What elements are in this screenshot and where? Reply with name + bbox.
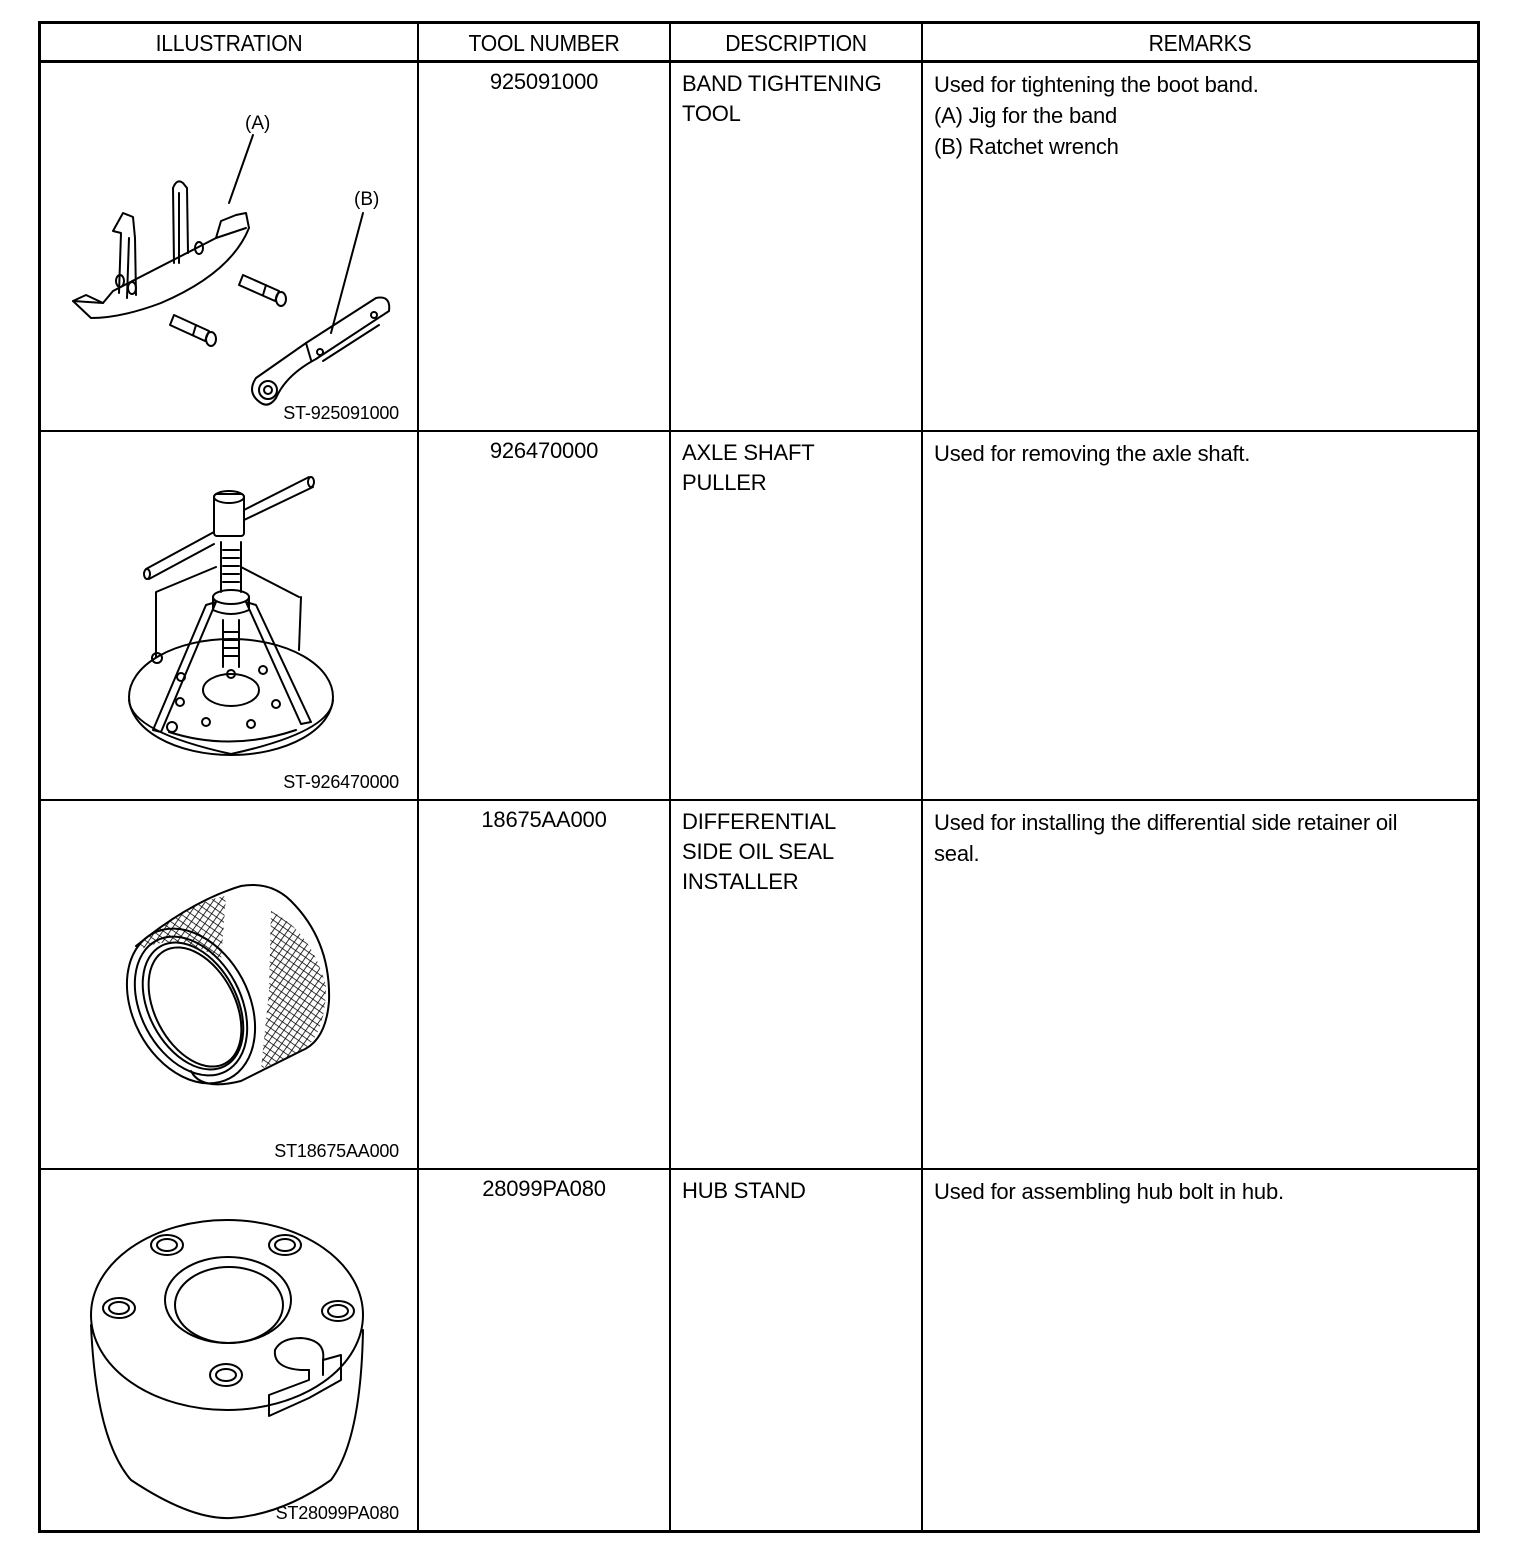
- table-row: [41, 63, 1477, 432]
- remarks-line: Used for assembling hub bolt in hub.: [934, 1179, 1284, 1204]
- remarks: [923, 432, 1477, 799]
- description: [671, 801, 923, 1168]
- tool-number: 925091000: [419, 63, 671, 430]
- illustration-cell: [41, 801, 419, 1168]
- header-label: DESCRIPTION: [725, 30, 867, 56]
- illustration-cell: [41, 432, 419, 799]
- hub-stand-drawing-icon: [41, 1170, 417, 1530]
- illustration-caption: ST28099PA080: [275, 1503, 399, 1523]
- remarks-line: (A) Jig for the band: [934, 103, 1118, 128]
- illustration-cell: [41, 1170, 419, 1530]
- remarks-line: Used for installing the differential side retainer oil: [934, 810, 1398, 835]
- oil-seal-installer-drawing-icon: [41, 801, 417, 1168]
- description-line: DIFFERENTIAL: [682, 809, 837, 834]
- tool-number: 28099PA080: [419, 1170, 671, 1530]
- header-label: ILLUSTRATION: [155, 30, 303, 56]
- callout-a: (A): [245, 113, 271, 134]
- description-line: BAND TIGHTENING: [682, 71, 882, 96]
- header-label: REMARKS: [1148, 30, 1252, 56]
- header-illustration: [41, 24, 419, 60]
- description-line: SIDE OIL SEAL: [682, 839, 834, 864]
- illustration-cell: [41, 63, 419, 430]
- special-tools-table: [38, 21, 1480, 1533]
- illustration-caption: ST18675AA000: [274, 1141, 399, 1161]
- tool-number: 926470000: [419, 432, 671, 799]
- header-description: [671, 24, 923, 60]
- description-line: TOOL: [682, 101, 741, 126]
- band-tightening-tool-drawing-icon: [41, 63, 417, 430]
- description-line: AXLE SHAFT: [682, 440, 815, 465]
- table-header-row: [41, 24, 1477, 63]
- remarks: [923, 801, 1477, 1168]
- table-row: [41, 432, 1477, 801]
- description: [671, 63, 923, 430]
- remarks-line: (B) Ratchet wrench: [934, 134, 1119, 159]
- callout-b: (B): [354, 189, 380, 210]
- table-row: [41, 1170, 1477, 1530]
- axle-shaft-puller-drawing-icon: [41, 432, 417, 799]
- remarks-line: Used for tightening the boot band.: [934, 72, 1259, 97]
- description: [671, 432, 923, 799]
- illustration-caption: ST-926470000: [283, 772, 399, 792]
- description-line: PULLER: [682, 470, 767, 495]
- illustration-caption: ST-925091000: [283, 403, 399, 423]
- description: [671, 1170, 923, 1530]
- description-line: INSTALLER: [682, 869, 799, 894]
- remarks: [923, 63, 1477, 430]
- header-tool-number: [419, 24, 671, 60]
- header-label: TOOL NUMBER: [468, 30, 620, 56]
- tool-number: 18675AA000: [419, 801, 671, 1168]
- table-row: [41, 801, 1477, 1170]
- remarks-line: seal.: [934, 841, 980, 866]
- remarks: [923, 1170, 1477, 1530]
- description-line: HUB STAND: [682, 1178, 806, 1203]
- header-remarks: [923, 24, 1477, 60]
- remarks-line: Used for removing the axle shaft.: [934, 441, 1251, 466]
